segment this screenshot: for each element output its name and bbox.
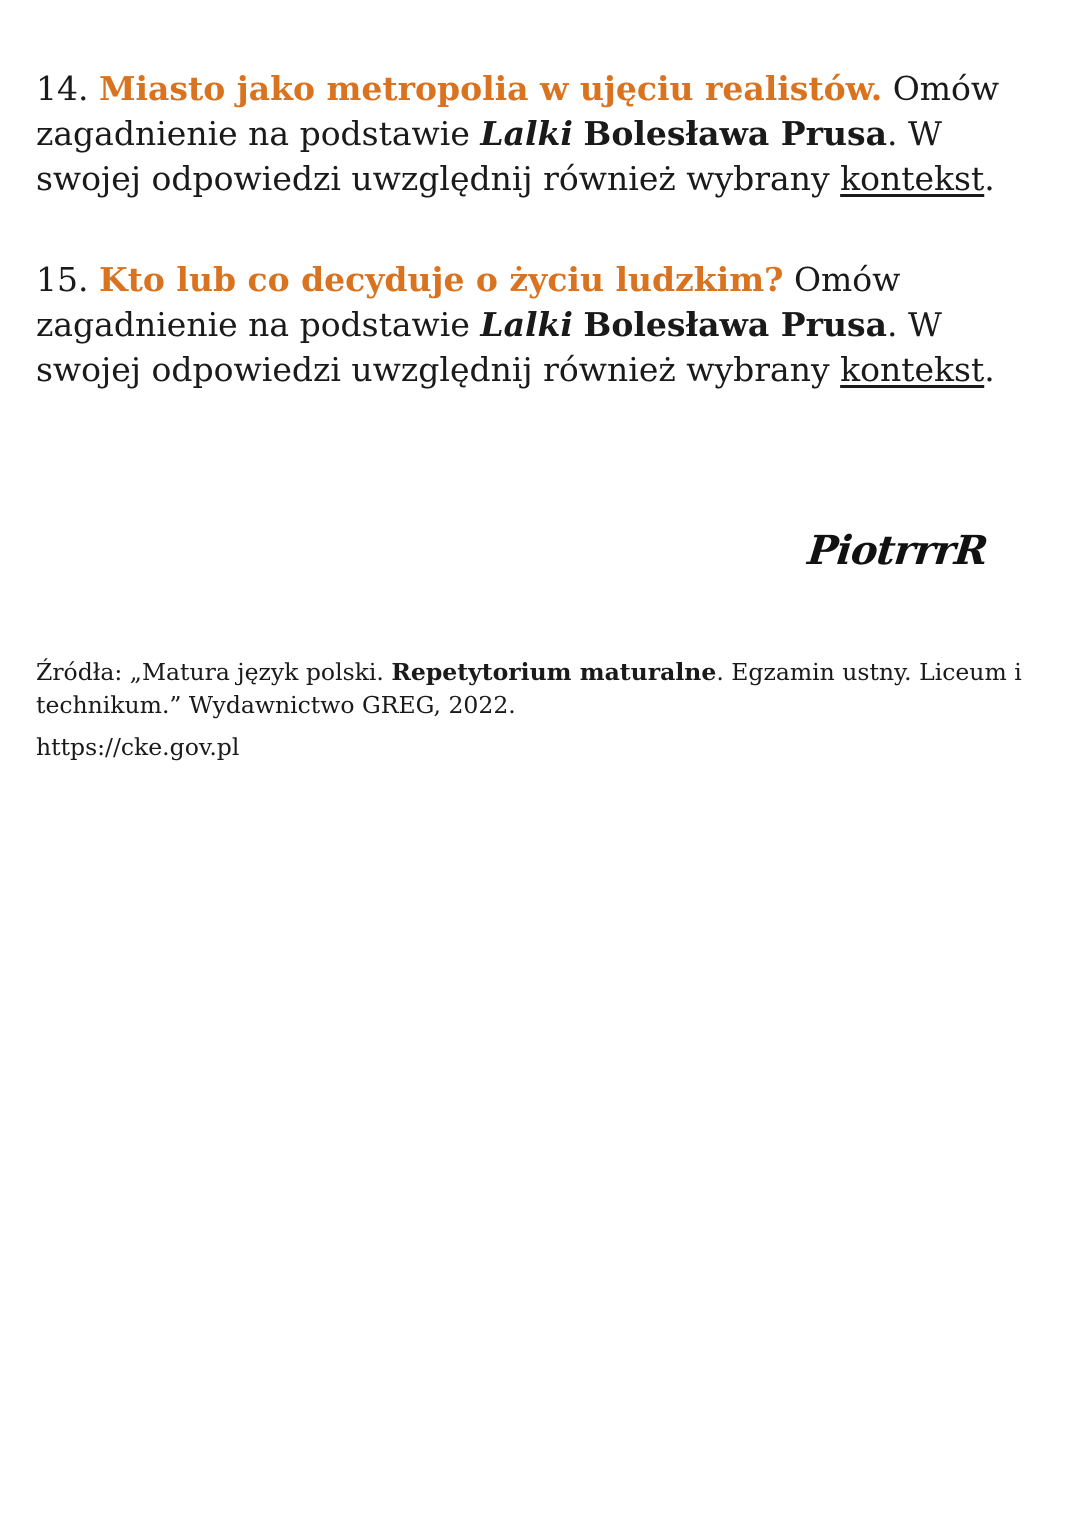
context-word: kontekst [840, 159, 985, 198]
author-signature: PiotrrrR [805, 527, 990, 574]
period: . [984, 350, 995, 389]
sources-note [36, 656, 1036, 722]
source-url: https://cke.gov.pl [36, 733, 240, 761]
context-word: kontekst [840, 350, 985, 389]
question-15 [36, 257, 1046, 392]
question-number: 14. [36, 69, 89, 108]
sources-prefix: Źródła: „Matura język polski. [36, 658, 384, 686]
question-number: 15. [36, 260, 89, 299]
period: . [984, 159, 995, 198]
question-instruction: W swojej odpowiedzi uwzględnij również wybrany [36, 114, 942, 198]
work-author: Bolesława Prusa [583, 114, 887, 153]
work-title: Lalki [480, 305, 573, 344]
question-title: Kto lub co decyduje o życiu ludzkim? [98, 260, 784, 299]
sentence-end: . [886, 114, 898, 153]
work-title: Lalki [480, 114, 573, 153]
question-14 [36, 66, 1046, 201]
question-title: Miasto jako metropolia w ujęciu realistów. [98, 69, 883, 108]
question-intro: Omów zagadnienie na podstawie [36, 260, 901, 344]
question-instruction: W swojej odpowiedzi uwzględnij również wybrany [36, 305, 942, 389]
sources-bold-title: Repetytorium maturalne [391, 658, 717, 686]
sentence-end: . [886, 305, 898, 344]
work-author: Bolesława Prusa [583, 305, 887, 344]
question-intro: Omów zagadnienie na podstawie [36, 69, 1000, 153]
sources-suffix: . Egzamin ustny. Liceum i technikum.” Wydawnictwo GREG, 2022. [36, 658, 1022, 719]
